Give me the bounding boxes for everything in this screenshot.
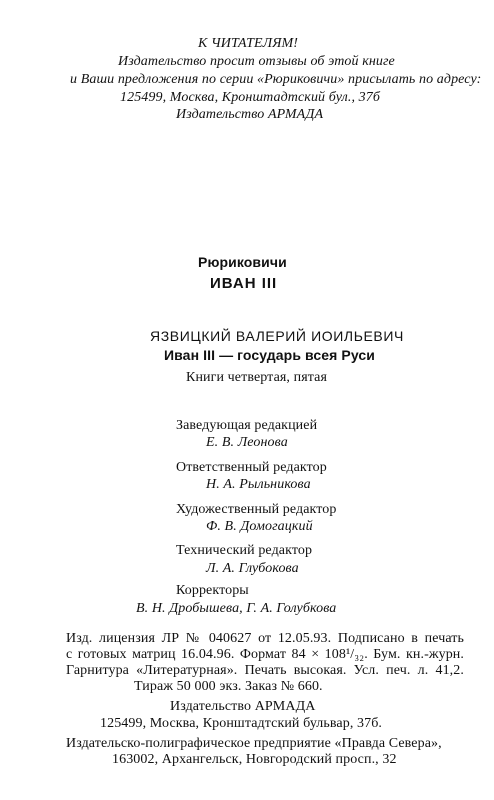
credit-name: В. Н. Дробышева, Г. А. Голубкова [136,601,337,616]
imprint-line: Гарнитура «Литературная». Печать высокая. Усл. печ. л. 41,2. [66,663,464,678]
notice-publisher: Издательство АРМАДА [176,107,324,122]
imprint-line: Тираж 50 000 экз. Заказ № 660. [134,679,323,694]
notice-heading: К ЧИТАТЕЛЯМ! [198,36,299,51]
publisher-name: Издательство АРМАДА [170,699,316,714]
volumes: Книги четвертая, пятая [186,370,328,385]
credit-name: Н. А. Рыльникова [206,477,311,492]
credit-name: Л. А. Глубокова [206,561,299,576]
notice-address: 125499, Москва, Кронштадтский бул., 37б [120,90,380,105]
notice-line: Издательство просит отзывы об этой книге [118,54,395,69]
publisher-address: 125499, Москва, Кронштадтский бульвар, 37б. [100,716,383,731]
series-name: Рюриковичи [198,254,287,270]
credit-role: Заведующая редакцией [176,418,318,433]
credit-name: Ф. В. Домогацкий [206,519,313,534]
credit-role: Ответственный редактор [176,460,327,475]
imprint-line: с готовых матриц 16.04.96. Формат 84 × 108¹/₃₂. Бум. кн.-журн. [66,647,464,662]
credit-name: Е. В. Леонова [206,435,288,450]
author-name: ЯЗВИЦКИЙ ВАЛЕРИЙ ИОИЛЬЕВИЧ [150,328,404,344]
printer-address: 163002, Архангельск, Новгородский просп., 32 [112,752,397,767]
credit-role: Корректоры [176,583,249,598]
printer-name: Издательско-полиграфическое предприятие «Правда Севера», [66,736,442,751]
credit-role: Технический редактор [176,543,313,558]
work-title: Иван III — государь всея Руси [164,347,375,363]
credit-role: Художественный редактор [176,502,337,517]
notice-line: и Ваши предложения по серии «Рюриковичи» присылать по адресу: [70,72,482,87]
book-title: ИВАН III [210,275,278,292]
imprint-line: Изд. лицензия ЛР № 040627 от 12.05.93. Подписано в печать [66,631,464,646]
